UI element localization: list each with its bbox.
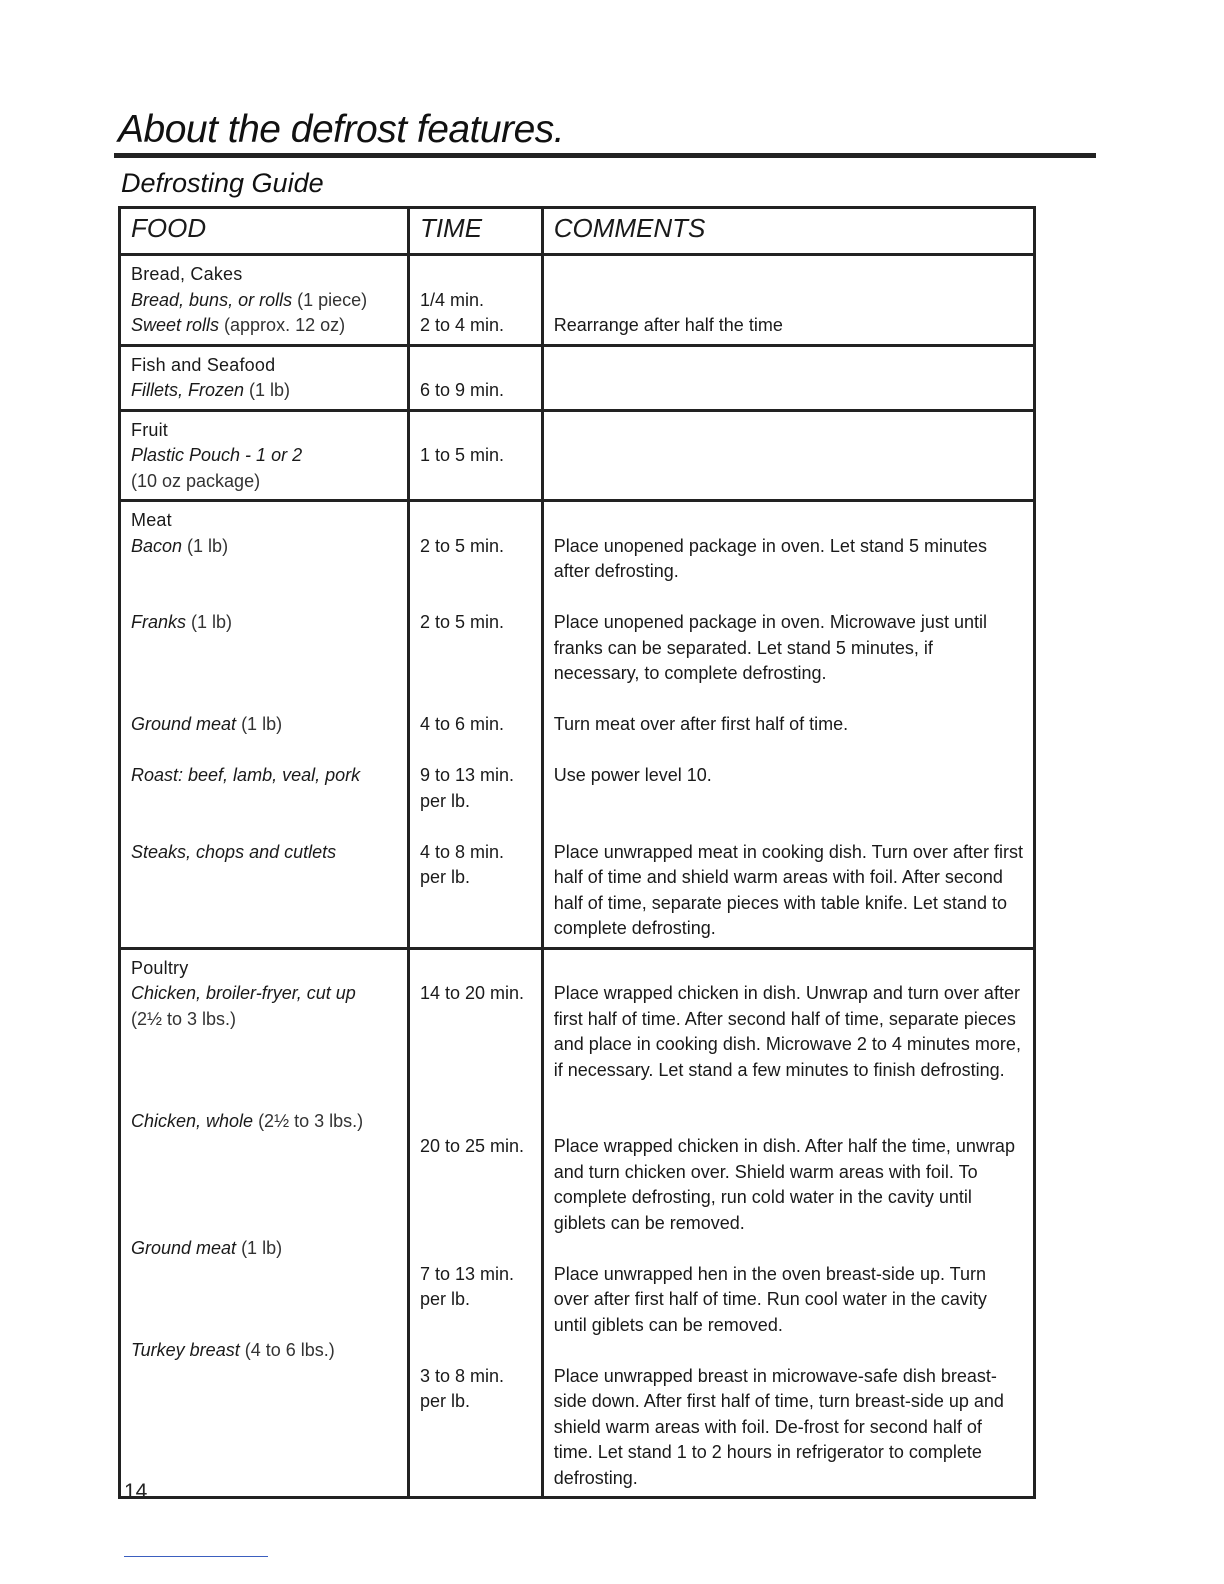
time-value: 4 to 8 min. <box>419 841 504 862</box>
table-row-bread <box>120 255 1035 346</box>
time-value: 14 to 20 min. <box>419 983 524 1003</box>
time-value: 6 to 9 min. <box>419 380 504 400</box>
comment-text: Place unopened package in oven. Microwave just until franks can be separated. Let stand 5 minutes, if necessary, to complete defrosting. <box>553 612 987 683</box>
food-name: Ground meat <box>131 1238 237 1258</box>
food-name: Roast: beef, lamb, veal, pork <box>131 765 361 785</box>
food-name: Bacon <box>131 535 183 556</box>
food-item <box>131 1109 397 1135</box>
food-item <box>131 313 397 339</box>
time-unit: per lb. <box>419 790 470 811</box>
food-name: Chicken, broiler-fryer, cut up <box>131 983 356 1003</box>
food-name: Turkey breast <box>131 1340 240 1360</box>
comments-cell <box>542 345 1034 410</box>
food-cell <box>120 410 409 501</box>
table-row-fruit <box>120 410 1035 501</box>
food-name: Franks <box>131 612 187 632</box>
comment-text: Place unwrapped hen in the oven breast-side up. Turn over after first half of time. Run cool water in the cavity until giblets can be removed. <box>553 1263 987 1335</box>
time-value: 4 to 6 min. <box>419 714 504 734</box>
food-quantity: (2½ to 3 lbs.) <box>131 1008 237 1029</box>
food-item <box>131 712 397 738</box>
food-quantity: (1 lb) <box>186 612 233 632</box>
food-item <box>131 610 397 636</box>
food-quantity: (1 piece) <box>292 289 368 310</box>
category-label: Fish and Seafood <box>131 354 276 375</box>
time-value: 2 to 4 min. <box>419 315 504 335</box>
food-name: Sweet rolls <box>131 315 220 335</box>
table-row-fish <box>120 345 1035 410</box>
page-number: 14 <box>124 1480 148 1503</box>
comment-text: Rearrange after half the time <box>553 315 783 335</box>
time-unit: per lb. <box>419 867 470 887</box>
food-name: Chicken, whole <box>131 1110 254 1131</box>
time-value: 3 to 8 min. <box>419 1365 504 1386</box>
food-quantity: (4 to 6 lbs.) <box>239 1340 335 1360</box>
time-value: 7 to 13 min. <box>419 1263 514 1284</box>
time-unit: per lb. <box>419 1391 470 1411</box>
comment-text: Place wrapped chicken in dish. Unwrap and turn over after first half of time. After second half of time, separate pieces and place in cooking dish. Microwave 2 to 4 minutes more, if necessary. Let stand a few minutes to finish defrosting. <box>553 983 1021 1080</box>
table-row-meat <box>120 501 1035 949</box>
category-label: Poultry <box>131 957 189 978</box>
food-name: Ground meat <box>131 714 237 734</box>
defrosting-guide-table <box>118 206 1036 1499</box>
food-quantity: (2½ to 3 lbs.) <box>253 1110 364 1131</box>
footer-divider <box>124 1556 268 1557</box>
comments-cell <box>542 948 1034 1498</box>
time-value: 1 to 5 min. <box>419 445 504 465</box>
food-item <box>131 1236 397 1262</box>
comment-text: Place unwrapped breast in microwave-safe dish breast-side down. After first half of time, turn breast-side up and shield warm areas with foil. De-frost for second half of time. Let stand 1 to 2 hours in refrigerator to complete defrosting. <box>553 1365 1004 1488</box>
comment-text: Use power level 10. <box>553 765 712 785</box>
food-item <box>131 378 397 404</box>
time-cell <box>408 501 542 949</box>
food-quantity: (1 lb) <box>236 1238 283 1258</box>
header-comments: COMMENTS <box>542 208 1034 255</box>
time-value: 20 to 25 min. <box>419 1136 524 1156</box>
time-value: 9 to 13 min. <box>419 765 514 785</box>
category-label: Meat <box>131 510 172 530</box>
time-cell <box>408 345 542 410</box>
food-cell <box>120 948 409 1498</box>
food-cell <box>120 345 409 410</box>
section-title: Defrosting Guide <box>121 168 324 198</box>
food-item <box>131 534 397 560</box>
table-row-poultry <box>120 948 1035 1498</box>
table-header-row <box>120 208 1035 255</box>
food-quantity: (10 oz package) <box>131 470 261 491</box>
category-label: Fruit <box>131 419 168 440</box>
food-cell <box>120 501 409 949</box>
comment-text: Place wrapped chicken in dish. After half the time, unwrap and turn chicken over. Shield warm areas with foil. To complete defrosting, run cold water in the cavity until giblets can be removed. <box>553 1136 1015 1233</box>
time-value: 2 to 5 min. <box>419 535 504 556</box>
time-value: 1/4 min. <box>419 289 484 310</box>
food-item <box>131 288 397 314</box>
time-value: 2 to 5 min. <box>419 612 504 632</box>
time-cell <box>408 255 542 346</box>
time-unit: per lb. <box>419 1289 470 1309</box>
food-quantity: (1 lb) <box>236 714 283 734</box>
time-cell <box>408 948 542 1498</box>
comment-text: Place unopened package in oven. Let stand 5 minutes after defrosting. <box>553 535 988 581</box>
food-name: Steaks, chops and cutlets <box>131 841 337 862</box>
food-quantity: (1 lb) <box>182 535 229 556</box>
comment-text: Place unwrapped meat in cooking dish. Turn over after first half of time and shield warm areas with foil. After second half of time, separate pieces with table knife. Let stand to complete defrosting. <box>553 841 1023 938</box>
food-name: Fillets, Frozen <box>131 380 245 400</box>
page-title: About the defrost features. <box>118 108 565 151</box>
food-cell <box>120 255 409 346</box>
comments-cell <box>542 255 1034 346</box>
category-label: Bread, Cakes <box>131 264 243 284</box>
food-item <box>131 1338 397 1364</box>
header-food: FOOD <box>120 208 409 255</box>
title-underline <box>114 153 1096 158</box>
food-name: Bread, buns, or rolls <box>131 289 293 310</box>
comments-cell <box>542 410 1034 501</box>
food-name: Plastic Pouch - 1 or 2 <box>131 445 303 465</box>
comments-cell <box>542 501 1034 949</box>
time-cell <box>408 410 542 501</box>
comment-text: Turn meat over after first half of time. <box>553 714 849 734</box>
header-time: TIME <box>408 208 542 255</box>
food-quantity: (approx. 12 oz) <box>219 315 346 335</box>
food-quantity: (1 lb) <box>244 380 291 400</box>
